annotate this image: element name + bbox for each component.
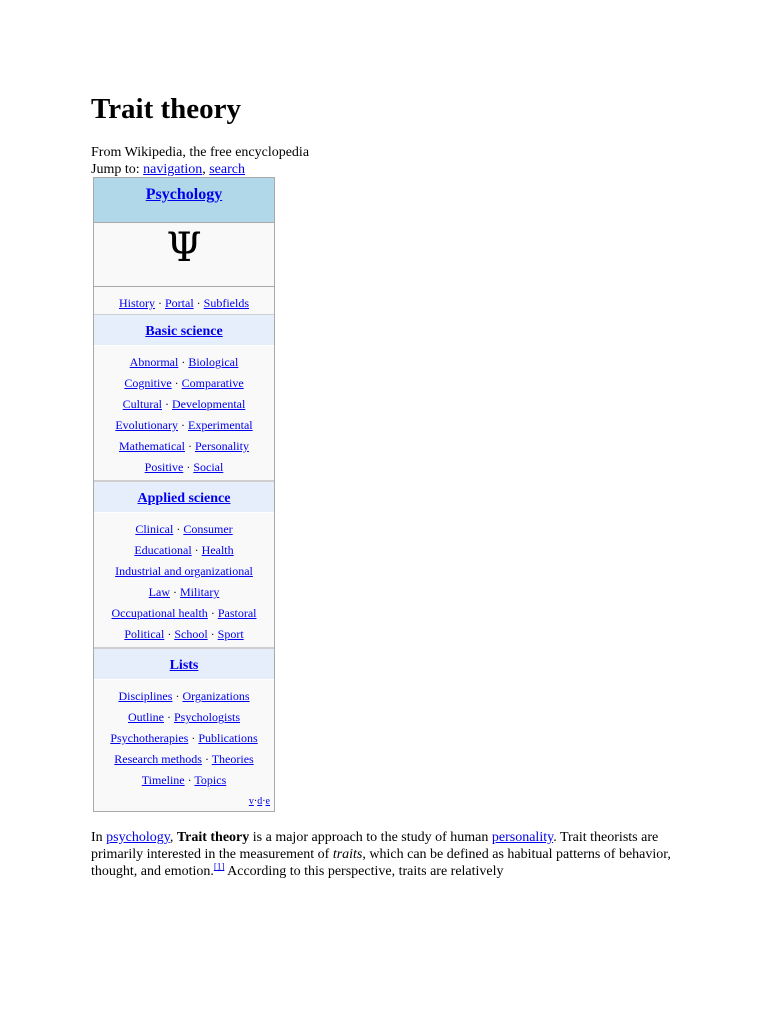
navbox-link-row — [96, 394, 272, 415]
bold-term: Trait theory — [176, 830, 250, 845]
navbox-link-abnormal[interactable]: Abnormal — [129, 355, 179, 369]
psychology-link[interactable]: psychology — [106, 830, 170, 845]
jump-search-link[interactable]: search — [209, 162, 245, 177]
reference-link[interactable]: [1] — [213, 861, 225, 872]
navbox-link-publications[interactable]: Publications — [198, 731, 258, 745]
link-separator: · — [164, 627, 175, 641]
para-text: According to this perspective, traits are relatively — [224, 864, 504, 879]
article-subtitle: From Wikipedia, the free encyclopedia — [91, 145, 310, 160]
link-separator: · — [201, 752, 212, 766]
navbox-link-industrial-and-organizational[interactable]: Industrial and organizational — [115, 564, 253, 578]
navbox-section-links — [94, 346, 274, 480]
jump-navigation-link[interactable]: navigation — [143, 162, 203, 177]
navbox-vde-links — [94, 793, 274, 811]
psi-symbol-icon: Ψ — [94, 223, 274, 287]
navbox-link-health[interactable]: Health — [201, 543, 234, 557]
link-separator: · — [193, 296, 204, 310]
link-separator: · — [172, 689, 183, 703]
navbox-link-psychologists[interactable]: Psychologists — [173, 710, 240, 724]
navbox-section-heading — [94, 480, 274, 513]
navbox-link-mathematical[interactable]: Mathematical — [119, 439, 185, 453]
navbox-link-experimental[interactable]: Experimental — [188, 418, 253, 432]
navbox-link-outline[interactable]: Outline — [127, 710, 164, 724]
vde-link-d[interactable]: d — [257, 796, 263, 807]
link-separator: · — [163, 710, 174, 724]
navbox-link-row — [96, 603, 272, 624]
vde-link-e[interactable]: e — [265, 796, 270, 807]
para-text: , — [169, 830, 177, 845]
section-heading-link-basic-science[interactable]: Basic science — [145, 324, 223, 339]
navbox-link-clinical[interactable]: Clinical — [135, 522, 174, 536]
navbox-link-positive[interactable]: Positive — [144, 460, 184, 474]
vde-separator: · — [253, 796, 258, 807]
jump-to-label: Jump to: — [91, 162, 144, 177]
navbox-top-links — [94, 287, 274, 314]
link-separator: · — [184, 773, 195, 787]
para-text: In — [91, 830, 107, 845]
psychology-navbox — [93, 177, 275, 812]
navbox-link-military[interactable]: Military — [180, 585, 220, 599]
navbox-link-theories[interactable]: Theories — [211, 752, 254, 766]
navbox-link-occupational-health[interactable]: Occupational health — [111, 606, 208, 620]
link-separator: · — [173, 522, 184, 536]
link-separator: · — [171, 376, 182, 390]
link-separator: · — [178, 418, 188, 432]
navbox-link-row — [96, 624, 272, 645]
navbox-link-row — [96, 457, 272, 478]
navbox-link-political[interactable]: Political — [124, 627, 165, 641]
para-text: is a major approach to the study of human — [249, 830, 492, 845]
jump-separator: , — [202, 162, 210, 177]
vde-separator: · — [262, 796, 266, 807]
navbox-link-row — [96, 582, 272, 603]
navbox-link-row — [96, 540, 272, 561]
navbox-sections — [94, 314, 274, 793]
navbox-link-topics[interactable]: Topics — [194, 773, 227, 787]
navbox-link-row — [96, 749, 272, 770]
navbox-link-psychotherapies[interactable]: Psychotherapies — [110, 731, 189, 745]
link-separator: · — [162, 397, 172, 411]
navbox-link-row — [96, 728, 272, 749]
navbox-section-links — [94, 680, 274, 793]
intro-paragraph — [91, 829, 681, 880]
vde-link-v[interactable]: v — [248, 796, 254, 807]
navbox-link-row — [96, 561, 272, 582]
navbox-link-organizations[interactable]: Organizations — [182, 689, 250, 703]
navbox-link-cultural[interactable]: Cultural — [122, 397, 162, 411]
navbox-link-evolutionary[interactable]: Evolutionary — [115, 418, 178, 432]
navbox-link-social[interactable]: Social — [193, 460, 224, 474]
link-separator: · — [207, 606, 218, 620]
link-separator: · — [207, 627, 218, 641]
navbox-link-research-methods[interactable]: Research methods — [114, 752, 202, 766]
link-separator: · — [154, 296, 165, 310]
navbox-link-row — [96, 707, 272, 728]
navbox-title-link[interactable]: Psychology — [145, 186, 223, 203]
jump-to-bar — [91, 161, 245, 178]
navbox-link-personality[interactable]: Personality — [194, 439, 249, 453]
navbox-link-row — [96, 770, 272, 791]
navbox-link-timeline[interactable]: Timeline — [141, 773, 185, 787]
navbox-link-row — [96, 519, 272, 540]
navbox-section-links — [94, 513, 274, 647]
navbox-link-cognitive[interactable]: Cognitive — [124, 376, 172, 390]
link-separator: · — [184, 439, 195, 453]
navbox-link-consumer[interactable]: Consumer — [183, 522, 233, 536]
navbox-link-educational[interactable]: Educational — [134, 543, 192, 557]
navbox-link-school[interactable]: School — [174, 627, 208, 641]
navbox-link-pastoral[interactable]: Pastoral — [217, 606, 257, 620]
navbox-link-biological[interactable]: Biological — [188, 355, 239, 369]
navbox-link-row — [96, 373, 272, 394]
section-heading-link-lists[interactable]: Lists — [169, 658, 199, 673]
navbox-link-sport[interactable]: Sport — [217, 627, 244, 641]
link-separator: · — [191, 543, 202, 557]
navbox-link-disciplines[interactable]: Disciplines — [118, 689, 173, 703]
navbox-link-row — [96, 415, 272, 436]
navbox-title — [94, 178, 274, 223]
section-heading-link-applied-science[interactable]: Applied science — [137, 491, 231, 506]
para-text: , which can be defined as habitual patterns of behavior, thought, and emotion. — [91, 847, 671, 879]
navbox-section-heading — [94, 647, 274, 680]
navbox-link-developmental[interactable]: Developmental — [172, 397, 246, 411]
link-separator: · — [183, 460, 194, 474]
navbox-link-row — [96, 436, 272, 457]
link-separator: · — [170, 585, 180, 599]
link-separator: · — [188, 731, 199, 745]
personality-link[interactable]: personality — [491, 830, 554, 845]
navbox-link-subfields[interactable]: Subfields — [203, 296, 249, 310]
navbox-link-row — [96, 686, 272, 707]
italic-term: traits — [332, 847, 363, 862]
navbox-link-comparative[interactable]: Comparative — [181, 376, 244, 390]
navbox-link-portal[interactable]: Portal — [164, 296, 194, 310]
link-separator: · — [178, 355, 189, 369]
navbox-link-row — [96, 352, 272, 373]
page-title: Trait theory — [91, 93, 242, 125]
navbox-section-heading — [94, 314, 274, 346]
navbox-link-law[interactable]: Law — [148, 585, 170, 599]
navbox-link-history[interactable]: History — [118, 296, 155, 310]
para-text: . Trait theorists are primarily interested in the measurement of — [91, 830, 659, 862]
